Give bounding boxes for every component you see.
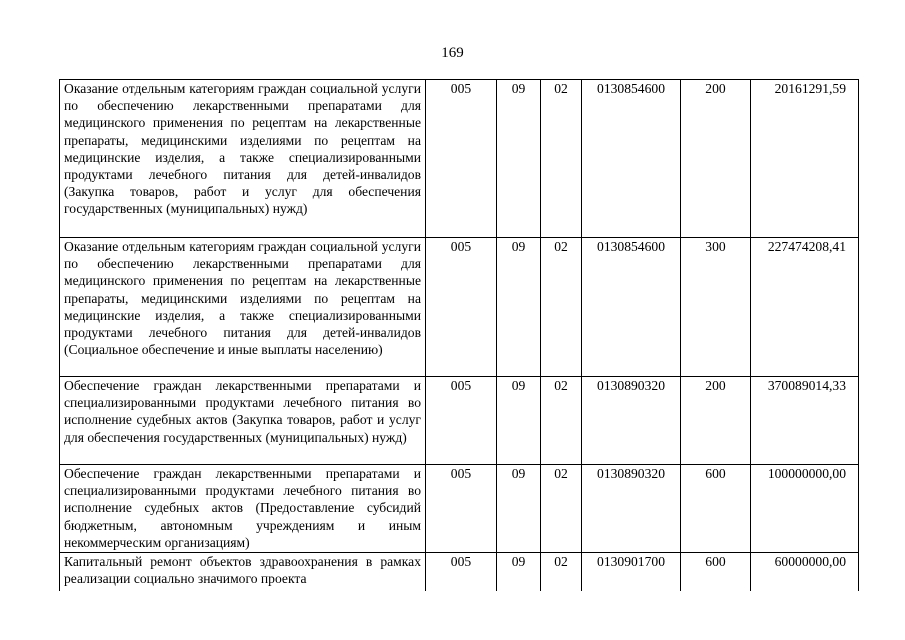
row-section-code: 09 xyxy=(497,238,541,377)
row-description: Обеспечение граждан лекарственными препаратами и специализированными продуктами лечебного питания во исполнение судебных актов (Предоставление субсидий бюджетным, автономным учреждениям и иным некоммерческим организациям) xyxy=(60,465,426,553)
row-expense-type: 300 xyxy=(681,238,751,377)
row-target-article: 0130854600 xyxy=(582,80,681,238)
row-target-article: 0130901700 xyxy=(582,553,681,592)
row-expense-type: 600 xyxy=(681,553,751,592)
row-amount: 227474208,41 xyxy=(751,238,859,377)
row-section-code: 09 xyxy=(497,553,541,592)
row-ministry-code: 005 xyxy=(426,465,497,553)
row-ministry-code: 005 xyxy=(426,377,497,465)
table-row xyxy=(60,80,859,238)
row-expense-type: 200 xyxy=(681,80,751,238)
table-row xyxy=(60,465,859,553)
row-ministry-code: 005 xyxy=(426,238,497,377)
row-ministry-code: 005 xyxy=(426,553,497,592)
table-row xyxy=(60,553,859,592)
row-section-code: 09 xyxy=(497,80,541,238)
row-target-article: 0130890320 xyxy=(582,465,681,553)
row-expense-type: 200 xyxy=(681,377,751,465)
row-description: Капитальный ремонт объектов здравоохранения в рамках реализации социально значимого проекта xyxy=(60,553,426,592)
row-expense-type: 600 xyxy=(681,465,751,553)
row-description: Оказание отдельным категориям граждан социальной услуги по обеспечению лекарственными препаратами для медицинского применения по рецептам на лекарственные препараты, медицинскими изделиями по рецептам на медицинские изделия, а также специализированными продуктами лечебного питания для детей-инвалидов (Закупка товаров, работ и услуг для обеспечения государственных (муниципальных) нужд) xyxy=(60,80,426,238)
row-subsection-code: 02 xyxy=(541,465,582,553)
row-target-article: 0130854600 xyxy=(582,238,681,377)
table-row xyxy=(60,377,859,465)
row-section-code: 09 xyxy=(497,465,541,553)
budget-table xyxy=(59,79,859,591)
row-amount: 60000000,00 xyxy=(751,553,859,592)
row-section-code: 09 xyxy=(497,377,541,465)
page-number: 169 xyxy=(441,45,464,61)
row-ministry-code: 005 xyxy=(426,80,497,238)
row-amount: 100000000,00 xyxy=(751,465,859,553)
row-amount: 20161291,59 xyxy=(751,80,859,238)
row-subsection-code: 02 xyxy=(541,238,582,377)
row-target-article: 0130890320 xyxy=(582,377,681,465)
row-description: Обеспечение граждан лекарственными препаратами и специализированными продуктами лечебного питания во исполнение судебных актов (Закупка товаров, работ и услуг для обеспечения государственных (муниципальных) нужд) xyxy=(60,377,426,465)
row-description: Оказание отдельным категориям граждан социальной услуги по обеспечению лекарственными препаратами для медицинского применения по рецептам на лекарственные препараты, медицинскими изделиями по рецептам на медицинские изделия, а также специализированными продуктами лечебного питания для детей-инвалидов (Социальное обеспечение и иные выплаты населению) xyxy=(60,238,426,377)
row-subsection-code: 02 xyxy=(541,553,582,592)
table-row xyxy=(60,238,859,377)
row-subsection-code: 02 xyxy=(541,377,582,465)
row-amount: 370089014,33 xyxy=(751,377,859,465)
row-subsection-code: 02 xyxy=(541,80,582,238)
